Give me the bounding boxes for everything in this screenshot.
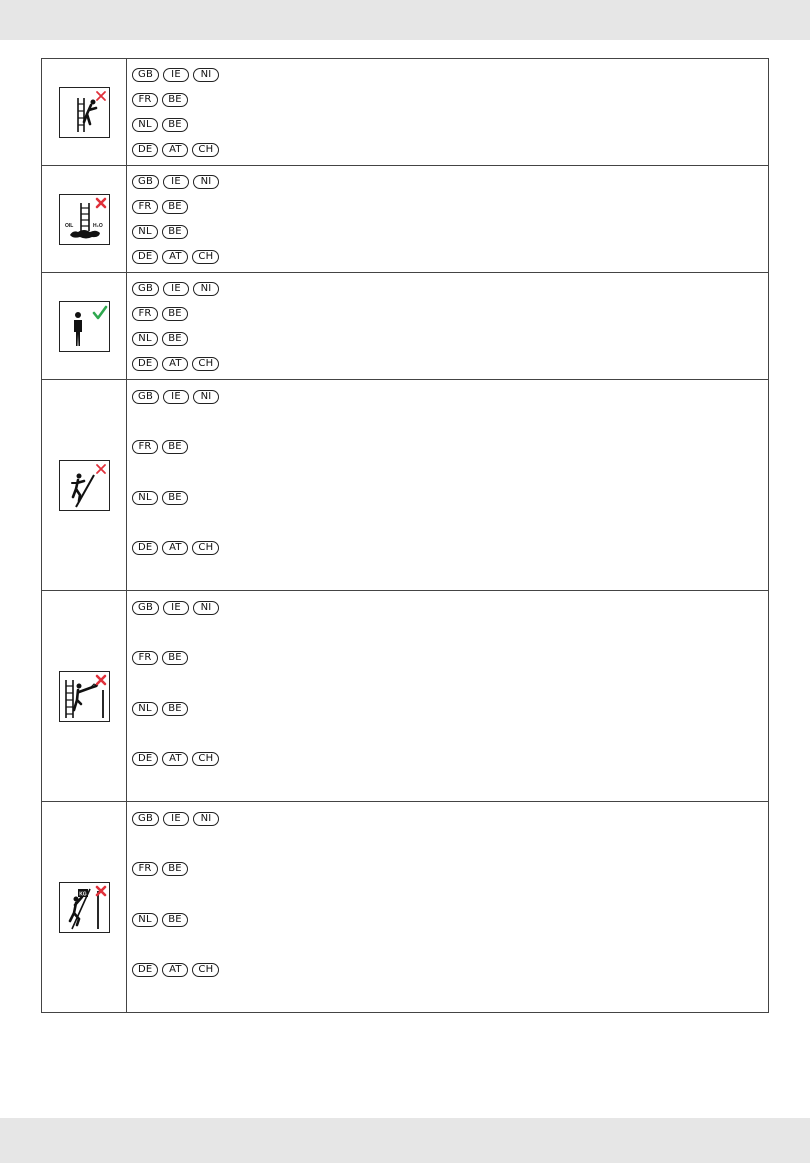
language-badge: AT bbox=[162, 250, 188, 264]
language-codes-line bbox=[132, 354, 768, 373]
language-badge: CH bbox=[192, 357, 219, 371]
language-codes-line bbox=[132, 439, 768, 457]
language-badge: CH bbox=[192, 250, 219, 264]
table-row bbox=[42, 59, 768, 166]
person-climbing-pole-icon bbox=[59, 460, 110, 511]
language-codes-line bbox=[132, 911, 768, 929]
top-toolbar bbox=[0, 0, 810, 40]
language-codes-line bbox=[132, 304, 768, 323]
water-label: H₂O bbox=[92, 222, 103, 229]
language-badge: BE bbox=[162, 862, 188, 876]
bottom-toolbar bbox=[0, 1118, 810, 1163]
language-badge: NL bbox=[132, 118, 158, 132]
language-badge: GB bbox=[132, 282, 159, 296]
language-badge: GB bbox=[132, 68, 159, 82]
language-badge: NI bbox=[193, 175, 219, 189]
language-badge: AT bbox=[162, 357, 188, 371]
weight-label: KG bbox=[78, 891, 87, 897]
language-codes-line bbox=[132, 962, 768, 980]
language-badge: CH bbox=[192, 541, 219, 555]
language-codes-line bbox=[132, 540, 768, 558]
language-badge: NL bbox=[132, 491, 158, 505]
language-badge: BE bbox=[162, 651, 188, 665]
language-badge: DE bbox=[132, 143, 158, 157]
language-badge: DE bbox=[132, 541, 158, 555]
language-codes-line bbox=[132, 751, 768, 769]
table-row bbox=[42, 380, 768, 591]
language-badge: NL bbox=[132, 702, 158, 716]
language-badge: NI bbox=[193, 812, 219, 826]
language-badge: FR bbox=[132, 200, 158, 214]
language-badge: CH bbox=[192, 752, 219, 766]
ladder-person-leaning-icon bbox=[59, 87, 110, 138]
language-badge: IE bbox=[163, 812, 189, 826]
language-badge: BE bbox=[162, 440, 188, 454]
language-badge: FR bbox=[132, 93, 158, 107]
language-badge: NL bbox=[132, 332, 158, 346]
language-badge: IE bbox=[163, 282, 189, 296]
language-codes-line bbox=[132, 700, 768, 718]
language-badge: AT bbox=[162, 541, 188, 555]
language-codes-line bbox=[132, 140, 768, 159]
language-badge: GB bbox=[132, 601, 159, 615]
language-codes-line bbox=[132, 489, 768, 507]
language-codes-line bbox=[132, 172, 768, 191]
language-badge: BE bbox=[162, 307, 188, 321]
language-badge: FR bbox=[132, 651, 158, 665]
language-badge: NI bbox=[193, 68, 219, 82]
language-badge: GB bbox=[132, 175, 159, 189]
language-codes-line bbox=[132, 197, 768, 216]
table-row bbox=[42, 166, 768, 273]
language-badge: CH bbox=[192, 963, 219, 977]
language-badge: IE bbox=[163, 601, 189, 615]
language-codes-line bbox=[132, 650, 768, 668]
language-badge: AT bbox=[162, 143, 188, 157]
language-badge: NL bbox=[132, 913, 158, 927]
language-badge: BE bbox=[162, 491, 188, 505]
person-standing-icon bbox=[59, 301, 110, 352]
language-codes-line bbox=[132, 65, 768, 84]
language-codes-line bbox=[132, 247, 768, 266]
ladder-carrying-load-icon bbox=[59, 882, 110, 933]
language-badge: DE bbox=[132, 752, 158, 766]
language-codes-line bbox=[132, 388, 768, 406]
language-badge: DE bbox=[132, 963, 158, 977]
language-badge: GB bbox=[132, 812, 159, 826]
language-codes-line bbox=[132, 90, 768, 109]
language-badge: BE bbox=[162, 913, 188, 927]
language-badge: BE bbox=[162, 702, 188, 716]
language-codes-line bbox=[132, 279, 768, 298]
language-codes-line bbox=[132, 810, 768, 828]
language-badge: FR bbox=[132, 307, 158, 321]
language-codes-line bbox=[132, 329, 768, 348]
language-codes-line bbox=[132, 599, 768, 617]
language-badge: BE bbox=[162, 332, 188, 346]
language-badge: BE bbox=[162, 118, 188, 132]
language-badge: NI bbox=[193, 601, 219, 615]
language-badge: IE bbox=[163, 390, 189, 404]
table-row bbox=[42, 273, 768, 380]
table-row bbox=[42, 802, 768, 1012]
language-badge: NI bbox=[193, 390, 219, 404]
language-badge: IE bbox=[163, 175, 189, 189]
language-badge: FR bbox=[132, 440, 158, 454]
language-badge: IE bbox=[163, 68, 189, 82]
language-badge: CH bbox=[192, 143, 219, 157]
ladder-oil-water-icon bbox=[59, 194, 110, 245]
table-row bbox=[42, 591, 768, 802]
language-codes-line bbox=[132, 222, 768, 241]
language-codes-line bbox=[132, 115, 768, 134]
language-badge: AT bbox=[162, 963, 188, 977]
language-badge: NI bbox=[193, 282, 219, 296]
ladder-reaching-sideways-icon bbox=[59, 671, 110, 722]
language-badge: GB bbox=[132, 390, 159, 404]
language-badge: AT bbox=[162, 752, 188, 766]
language-badge: NL bbox=[132, 225, 158, 239]
safety-pictogram-table bbox=[41, 58, 769, 1013]
language-badge: BE bbox=[162, 93, 188, 107]
language-badge: BE bbox=[162, 200, 188, 214]
language-badge: DE bbox=[132, 250, 158, 264]
oil-label: OIL bbox=[64, 222, 73, 229]
language-badge: BE bbox=[162, 225, 188, 239]
language-codes-line bbox=[132, 861, 768, 879]
language-badge: DE bbox=[132, 357, 158, 371]
language-badge: FR bbox=[132, 862, 158, 876]
